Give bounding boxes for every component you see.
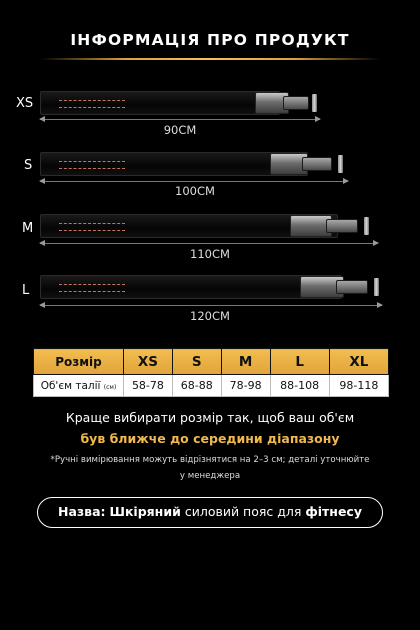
waist-range-l: 88-108 <box>270 375 329 397</box>
size-header-m: M <box>221 349 270 375</box>
belt-length-xs: 90CM <box>163 123 197 137</box>
size-header-l: L <box>270 349 329 375</box>
note-line-2: у менеджера <box>179 471 241 481</box>
belt-xs <box>40 91 280 115</box>
waist-row <box>34 375 389 397</box>
size-header-label: Розмір <box>34 349 124 375</box>
waist-range-xs: 58-78 <box>124 375 173 397</box>
size-header-xl: XL <box>329 349 388 375</box>
belt-size-label-xs: XS <box>16 96 34 111</box>
measurement-note <box>40 452 380 484</box>
measure-arrow-s <box>40 181 348 182</box>
belt-l <box>40 275 342 299</box>
page-title: ІНФОРМАЦІЯ ПРО ПРОДУКТ <box>70 31 350 49</box>
size-header-xs: XS <box>124 349 173 375</box>
advice-line-2: був ближче до середини діапазону <box>80 431 340 446</box>
measure-arrow-xs <box>40 119 320 120</box>
waist-range-s: 68-88 <box>172 375 221 397</box>
belt-length-s: 100CM <box>175 184 215 198</box>
measure-arrow-m <box>40 243 378 244</box>
waist-range-xl: 98-118 <box>329 375 388 397</box>
measure-arrow-l <box>40 305 382 306</box>
belt-length-m: 110CM <box>190 247 230 261</box>
belt-size-label-l: L <box>22 283 30 298</box>
product-name-word1: Шкіряний <box>109 504 181 519</box>
belt-size-label-m: M <box>22 221 34 236</box>
waist-range-m: 78-98 <box>221 375 270 397</box>
size-table-header-row <box>34 349 389 375</box>
product-name-middle: силовий пояс для <box>184 504 302 519</box>
product-name-label: Назва: <box>58 504 106 519</box>
note-line-1: *Ручні вимірювання можуть відрізнятися на 2–3 см; деталі уточнюйте <box>50 455 370 465</box>
buckle-m <box>290 215 380 237</box>
buckle-s <box>270 153 352 175</box>
buckle-l <box>300 276 384 298</box>
buckle-xs <box>255 92 321 114</box>
product-name-word2: фітнесу <box>305 504 362 519</box>
size-advice <box>0 407 420 449</box>
product-name-box <box>37 497 383 528</box>
advice-line-1: Краще вибирати розмір так, щоб ваш об'єм <box>65 410 355 425</box>
belt-size-label-s: S <box>24 158 33 173</box>
waist-unit: (см) <box>103 383 117 391</box>
title-underline <box>40 58 380 60</box>
belt-s <box>40 152 308 176</box>
size-table <box>33 348 389 397</box>
waist-row-label: Об'єм талії (см) <box>34 375 124 397</box>
size-header-s: S <box>172 349 221 375</box>
belt-length-l: 120CM <box>190 309 230 323</box>
